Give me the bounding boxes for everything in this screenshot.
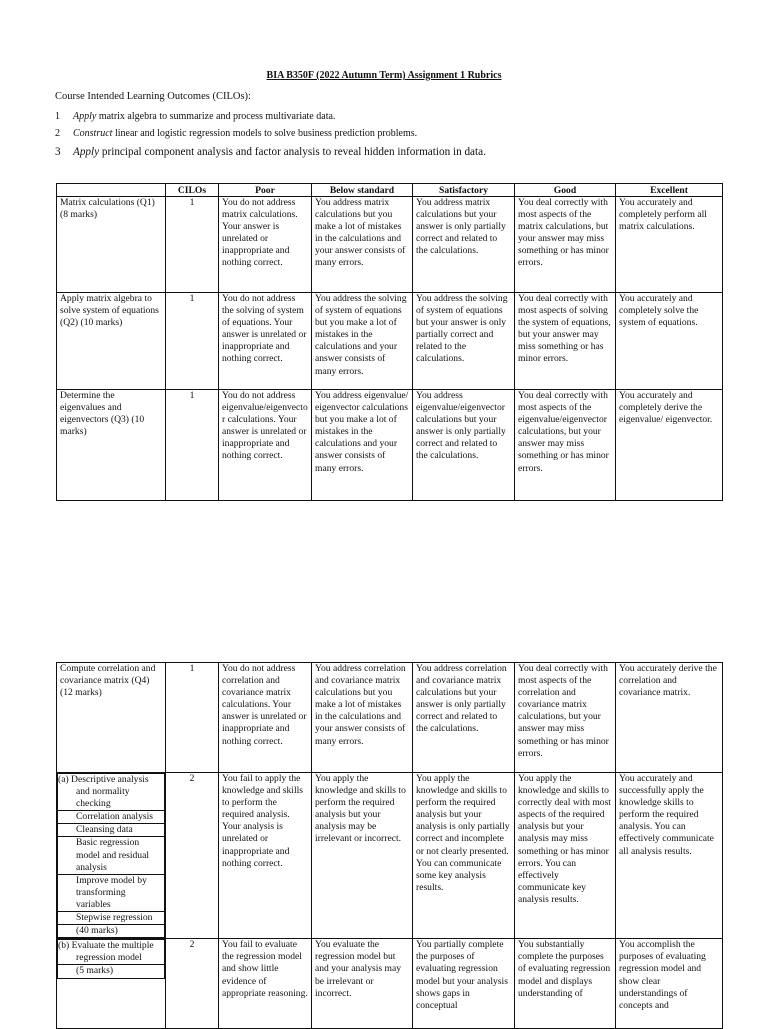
cilo-cell: 1 [166,390,219,501]
cilo-text: linear and logistic regression models to solve business prediction problems. [112,128,418,139]
excellent-cell: You accurately and completely solve the system of equations. [616,293,723,390]
header-row [57,184,723,197]
table-row [57,939,723,1029]
cilo-item-1 [55,111,335,122]
poor-cell: You do not address eigenvalue/eigenvector calculations. Your answer is unrelated or inappropriate and nothing correct. [219,390,312,501]
excellent-cell: You accomplish the purposes of evaluating regression model and show clear understandings of concepts and [616,939,723,1029]
task-cell: Apply matrix algebra to solve system of equations (Q2) (10 marks) [57,293,166,390]
cilo-text: principal component analysis and factor analysis to reveal hidden information in data. [99,146,486,158]
poor-cell: You fail to apply the knowledge and skills to perform the required analysis. Your analysis is unrelated or inappropriate and nothing correct. [219,773,312,939]
task-subitem: Basic regression model and residual analysis [58,837,165,874]
below-standard-cell: You address matrix calculations but you make a lot of mistakes in the calculations and your answer consists of many errors. [312,197,413,293]
excellent-cell: You accurately derive the correlation and covariance matrix. [616,663,723,773]
task-marks: (40 marks) [58,925,165,938]
header-below-standard: Below standard [312,184,413,197]
good-cell: You apply the knowledge and skills to correctly deal with most aspects of the required analysis but your analysis may miss something or has minor errors. You can effectively communicate key analysis results. [515,773,616,939]
satisfactory-cell: You address correlation and covariance matrix calculations but your answer is only partially correct and related to the calculations. [413,663,515,773]
task-cell: Matrix calculations (Q1) (8 marks) [57,197,166,293]
cilo-cell: 2 [166,939,219,1029]
cilo-text: matrix algebra to summarize and process multivariate data. [96,111,336,122]
satisfactory-cell: You address eigenvalue/eigenvector calculations but your answer is only partially correct and related to the calculations. [413,390,515,501]
task-subitem: Cleansing data [58,824,165,837]
good-cell: You deal correctly with most aspects of the correlation and covariance matrix calculations, but your answer may miss something or has minor errors. [515,663,616,773]
good-cell: You deal correctly with most aspects of solving the system of equations, but your answer may miss something or has minor errors. [515,293,616,390]
table-row [57,773,723,939]
task-subitems [57,773,165,938]
below-standard-cell: You address correlation and covariance matrix calculations but you make a lot of mistakes in the calculations and your answer consists of many errors. [312,663,413,773]
task-cell [57,939,166,1029]
cilo-verb: Apply [73,111,97,122]
cilo-cell: 2 [166,773,219,939]
cilo-number: 2 [55,128,60,139]
poor-cell: You do not address the solving of system of equations. Your answer is unrelated or inappropriate and nothing correct. [219,293,312,390]
rubric-table-page1 [56,183,723,501]
cilo-item-3 [55,146,486,158]
task-cell [57,773,166,939]
task-marks: (5 marks) [58,965,165,978]
cilo-number: 3 [55,146,61,158]
cilos-heading: Course Intended Learning Outcomes (CILOs): [55,91,251,102]
cilo-cell: 1 [166,197,219,293]
excellent-cell: You accurately and successfully apply the knowledge skills to perform the required analysis. You can effectively communicate all analysis results. [616,773,723,939]
header-cilos: CILOs [166,184,219,197]
poor-cell: You do not address matrix calculations. Your answer is unrelated or inappropriate and nothing correct. [219,197,312,293]
cilo-cell: 1 [166,293,219,390]
good-cell: You deal correctly with most aspects of the matrix calculations, but your answer may miss something or has minor errors. [515,197,616,293]
task-subitem: Correlation analysis [58,811,165,824]
satisfactory-cell: You address matrix calculations but your answer is only partially correct and related to the calculations. [413,197,515,293]
doc-title: BIA B350F (2022 Autumn Term) Assignment 1 Rubrics [266,70,502,81]
cilo-cell: 1 [166,663,219,773]
header-good: Good [515,184,616,197]
below-standard-cell: You apply the knowledge and skills to perform the required analysis but your analysis may be irrelevant or incorrect. [312,773,413,939]
excellent-cell: You accurately and completely derive the eigenvalue/ eigenvector. [616,390,723,501]
table-row [57,663,723,773]
task-subitem: Stepwise regression [58,912,165,925]
task-subitems [57,939,165,978]
table-row [57,390,723,501]
cilo-verb: Apply [73,146,100,158]
task-cell: Compute correlation and covariance matrix (Q4) (12 marks) [57,663,166,773]
task-subitem: (a) Descriptive analysis and normality checking [58,774,165,811]
poor-cell: You do not address correlation and covariance matrix calculations. Your answer is unrelated or inappropriate and nothing correct. [219,663,312,773]
task-cell: Determine the eigenvalues and eigenvectors (Q3) (10 marks) [57,390,166,501]
header-satisfactory: Satisfactory [413,184,515,197]
header-task [57,184,166,197]
header-poor: Poor [219,184,312,197]
poor-cell: You fail to evaluate the regression model and show little evidence of appropriate reasoning. [219,939,312,1029]
rubric-table-page2 [56,662,723,1029]
satisfactory-cell: You partially complete the purposes of evaluating regression model but your analysis shows gaps in conceptual [413,939,515,1029]
task-subitem: (b) Evaluate the multiple regression model [58,940,165,965]
header-excellent: Excellent [616,184,723,197]
table-row [57,293,723,390]
good-cell: You deal correctly with most aspects of the eigenvalue/eigenvector calculations, but your answer may miss something or has minor errors. [515,390,616,501]
task-subitem: Improve model by transforming variables [58,874,165,911]
satisfactory-cell: You address the solving of system of equations but your answer is only partially correct and related to the calculations. [413,293,515,390]
table-row [57,197,723,293]
excellent-cell: You accurately and completely perform all matrix calculations. [616,197,723,293]
below-standard-cell: You evaluate the regression model but and your analysis may be irrelevant or incorrect. [312,939,413,1029]
satisfactory-cell: You apply the knowledge and skills to perform the required analysis but your analysis is only partially correct and incomplete or not clearly presented. You can communicate some key analysis results. [413,773,515,939]
cilo-item-2 [55,128,417,139]
cilo-verb: Construct [73,128,113,139]
good-cell: You substantially complete the purposes of evaluating regression model and displays understanding of [515,939,616,1029]
below-standard-cell: You address eigenvalue/ eigenvector calculations but you make a lot of mistakes in the calculations and your answer consists of many errors. [312,390,413,501]
below-standard-cell: You address the solving of system of equations but you make a lot of mistakes in the calculations and your answer consists of many errors. [312,293,413,390]
cilo-number: 1 [55,111,60,122]
